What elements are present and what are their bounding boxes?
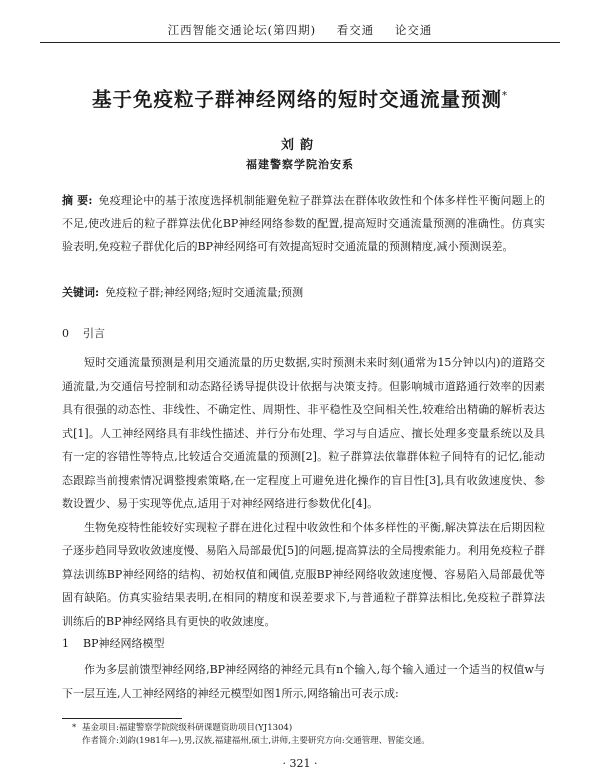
paragraph: 生物免疫特性能较好实现粒子群在进化过程中收敛性和个体多样性的平衡,解决算法在后期因粒子逐步趋同导致收敛速度慢、易陷入局部最优[5]的问题,提高算法的全局搜索能力。利用免疫粒子群算法训练BP神经网络的结构、初始权值和阈值,克服BP神经网络收敛速度慢、容易陷入局部最优等固有缺陷。仿真实验结果表明,在相同的精度和误差要求下,与普通粒子群算法相比,免疫粒子群算法训练后的BP神经网络具有更快的收敛速度。: [62, 520, 545, 628]
footnote-rule: [62, 718, 182, 719]
keywords-label: 关键词:: [62, 286, 100, 299]
section-number: 1: [62, 637, 69, 650]
article-title: [40, 84, 560, 112]
section-name: 看交通: [336, 23, 375, 37]
keywords: [62, 284, 545, 300]
title-text: 基于免疫粒子群神经网络的短时交通流量预测: [91, 88, 502, 111]
page-number: · 321 ·: [282, 757, 318, 770]
header-rule: [40, 42, 560, 43]
abstract: [62, 189, 545, 258]
intro-body: [62, 351, 545, 633]
section-heading-intro: [62, 325, 105, 341]
section-title: BP神经网络模型: [83, 637, 165, 650]
column-name: 论交通: [394, 23, 433, 37]
keywords-text: 免疫粒子群;神经网络;短时交通流量;预测: [105, 286, 304, 299]
footnote-mark: *: [72, 723, 77, 733]
running-header: [40, 22, 560, 38]
section-title: 引言: [83, 327, 105, 340]
title-mark: *: [502, 90, 508, 102]
paragraph: 短时交通流量预测是利用交通流量的历史数据,实时预测未来时刻(通常为15分钟以内)的道路交通流量,为交通信号控制和动态路径诱导提供设计依据与决策支持。但影响城市道路通行效率的因素具有很强的动态性、非线性、不确定性、周期性、非平稳性及空间相关性,较难给出精确的解析表达式[1]。人工神经网络具有非线性描述、并行分布处理、学习与自适应、擅长处理多变量系统以及具有一定的容错性等特点,比较适合交通流量的预测[2]。粒子群算法依靠群体粒子间特有的记忆,能动态跟踪当前搜索情况调整搜索策略,在一定程度上可避免进化操作的盲目性[3],具有收敛速度快、参数设置少、易于实现等优点,适用于对神经网络进行参数优化[4]。: [62, 356, 545, 510]
author-affiliation: 福建警察学院治安系: [246, 158, 354, 171]
abstract-text: 免疫理论中的基于浓度选择机制能避免粒子群算法在群体收敛性和个体多样性平衡问题上的不足,使改进后的粒子群算法优化BP神经网络参数的配置,提高短时交通流量预测的准确性。仿真实验表明,免疫粒子群优化后的BP神经网络可有效提高短时交通流量的预测精度,减小预测误差。: [62, 194, 546, 253]
section-number: 0: [62, 327, 69, 340]
footnote-fund: 基金项目:福建警察学院院级科研课题资助项目(YJ1304): [82, 723, 293, 733]
section-heading-bp: [62, 635, 165, 651]
abstract-label: 摘 要:: [62, 194, 93, 207]
paragraph: 作为多层前馈型神经网络,BP神经网络的神经元具有n个输入,每个输入通过一个适当的权值w与下一层互连,人工神经网络的神经元模型如图1所示,网络输出可表示成:: [62, 663, 545, 700]
footnote-bio: 作者简介:刘韵(1981年—),男,汉族,福建福州,硕士,讲师,主要研究方向:交通管理、智能交通。: [82, 736, 430, 746]
journal-name: 江西智能交通论坛(第四期): [167, 23, 317, 37]
footnotes: [72, 722, 545, 748]
author-name: 刘韵: [280, 138, 319, 153]
bp-body: [62, 658, 545, 705]
